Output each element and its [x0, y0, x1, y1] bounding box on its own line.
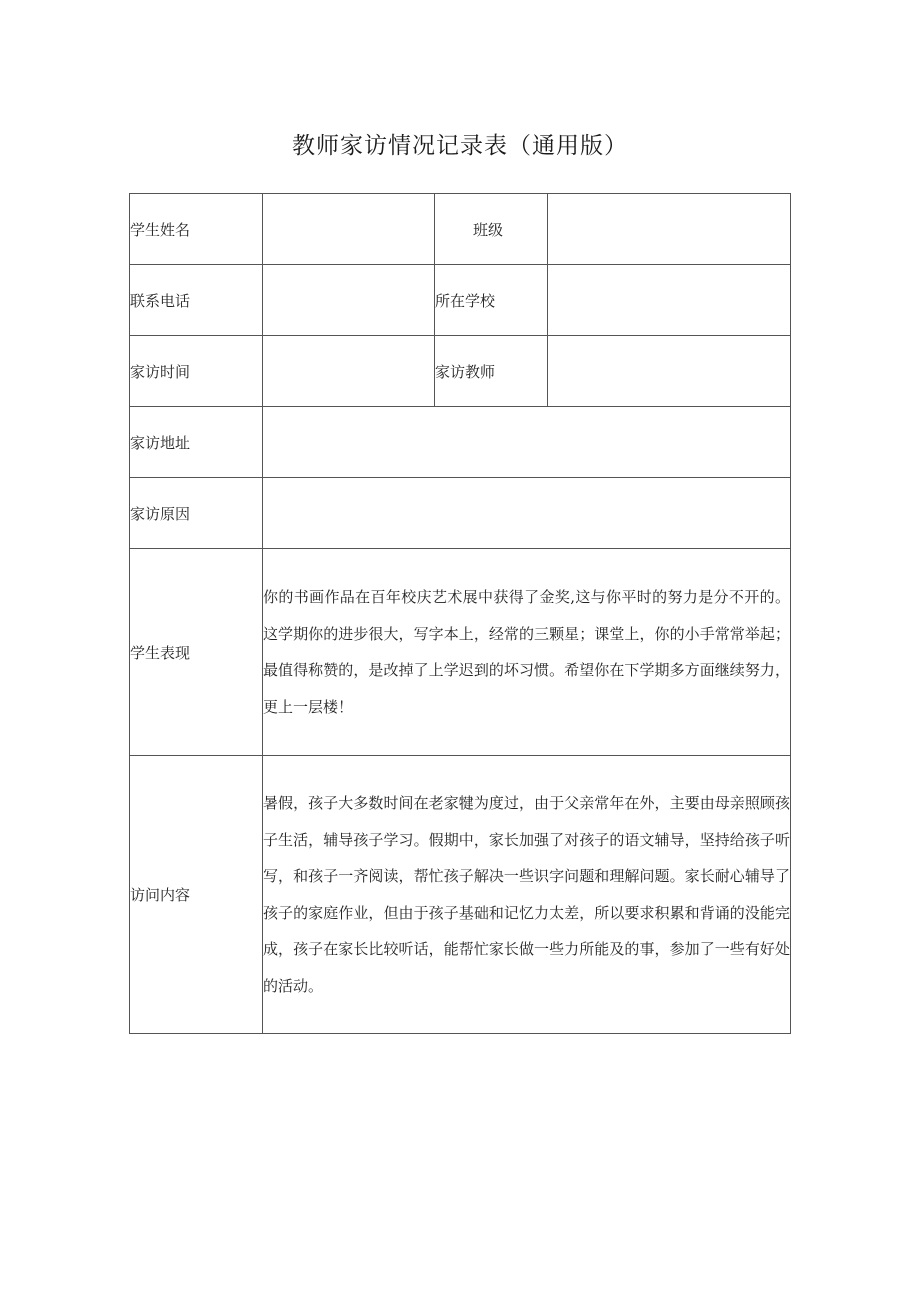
table-row [130, 265, 791, 336]
content-text: 暑假，孩子大多数时间在老家犍为度过，由于父亲常年在外，主要由母亲照顾孩子生活，辅导孩子学习。假期中，家长加强了对孩子的语文辅导，坚持给孩子听写，和孩子一齐阅读，帮忙孩子解决一些识字问题和理解问题。家长耐心辅导了孩子的家庭作业，但由于孩子基础和记忆力太差，所以要求积累和背诵的没能完成，孩子在家长比较听话，能帮忙家长做一些力所能及的事，参加了一些有好处的活动。 [263, 794, 790, 995]
table-row [130, 336, 791, 407]
student-name-field[interactable] [263, 194, 435, 265]
school-field[interactable] [548, 265, 791, 336]
home-visit-form [129, 193, 791, 1034]
visit-reason-label: 家访原因 [130, 478, 263, 549]
student-name-label: 学生姓名 [130, 194, 263, 265]
visit-reason-field[interactable] [263, 478, 791, 549]
performance-cell[interactable] [263, 549, 791, 756]
performance-text: 你的书画作品在百年校庆艺术展中获得了金奖,这与你平时的努力是分不开的。这学期你的进步很大，写字本上，经常的三颗星；课堂上，你的小手常常举起；最值得称赞的，是改掉了上学迟到的坏习惯。希望你在下学期多方面继续努力，更上一层楼！ [263, 588, 790, 716]
visit-address-label: 家访地址 [130, 407, 263, 478]
content-label: 访问内容 [130, 756, 263, 1034]
phone-field[interactable] [263, 265, 435, 336]
table-row [130, 756, 791, 1034]
content-cell[interactable] [263, 756, 791, 1034]
visit-time-field[interactable] [263, 336, 435, 407]
visit-teacher-field[interactable] [548, 336, 791, 407]
phone-label: 联系电话 [130, 265, 263, 336]
table-row [130, 194, 791, 265]
class-label: 班级 [435, 194, 548, 265]
visit-address-field[interactable] [263, 407, 791, 478]
visit-time-label: 家访时间 [130, 336, 263, 407]
page-title: 教师家访情况记录表（通用版） [292, 133, 628, 159]
visit-teacher-label: 家访教师 [435, 336, 548, 407]
class-field[interactable] [548, 194, 791, 265]
school-label: 所在学校 [435, 265, 548, 336]
table-row [130, 407, 791, 478]
table-row [130, 549, 791, 756]
table-row [130, 478, 791, 549]
performance-label: 学生表现 [130, 549, 263, 756]
